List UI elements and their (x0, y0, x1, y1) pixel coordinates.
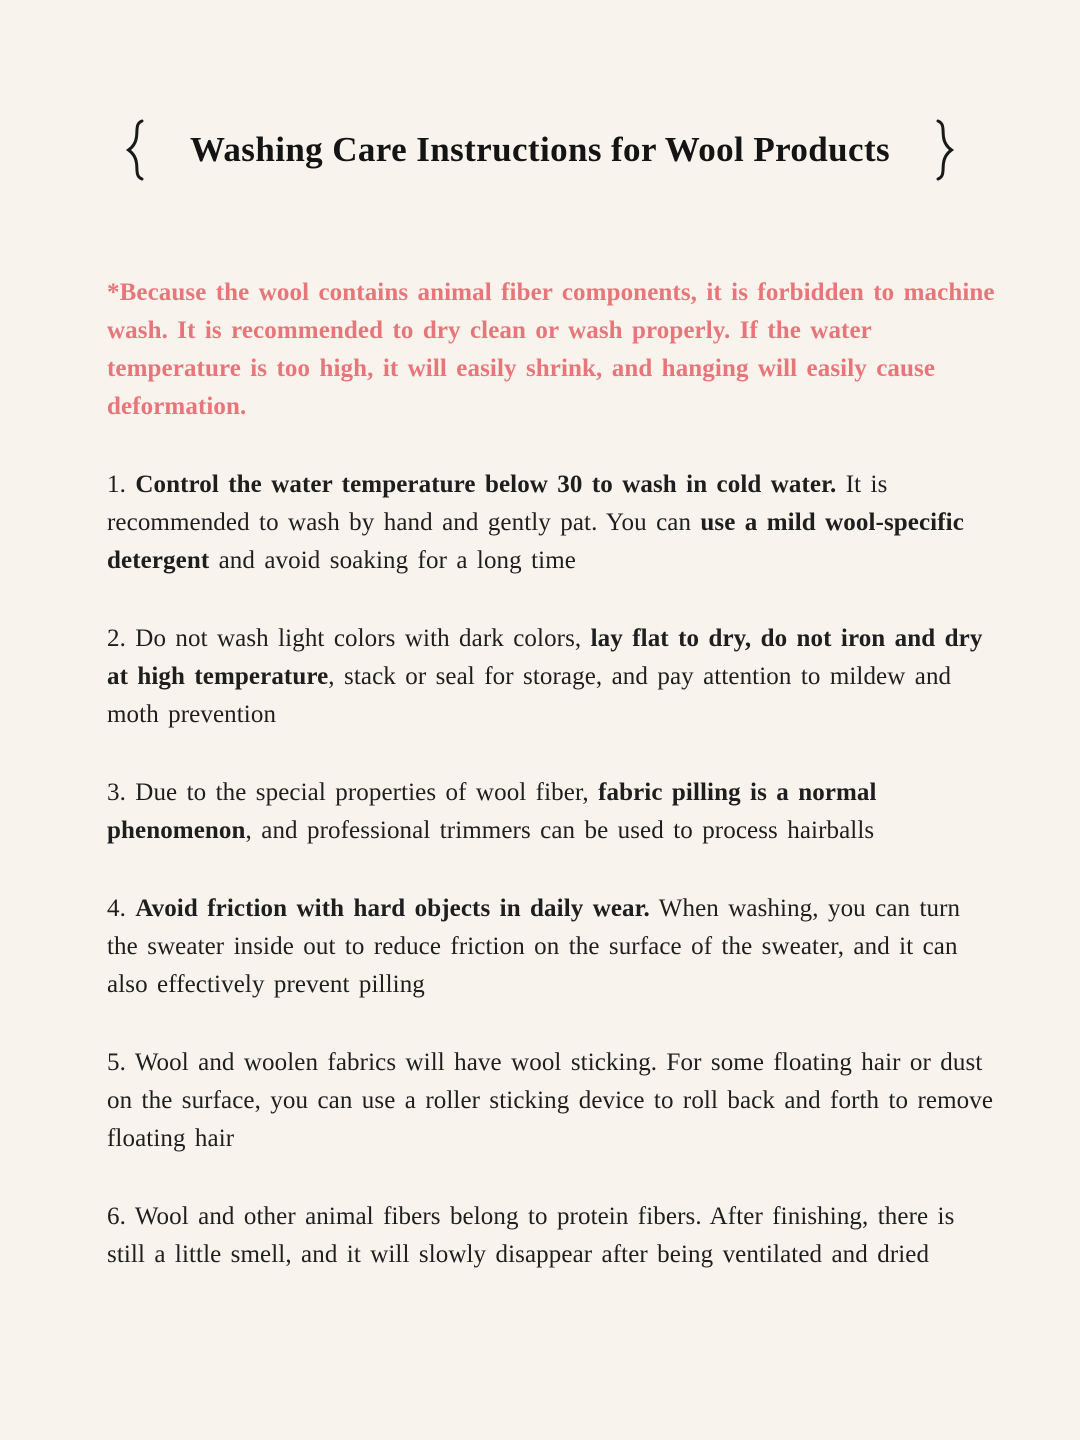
text-segment: , stack or seal for storage, and pay attention to mildew and moth prevention (107, 663, 952, 728)
text-segment: and avoid soaking for a long time (209, 547, 576, 574)
text-segment: It is recommended to wash by hand and gently pat. You can (107, 471, 888, 536)
instruction-paragraph (107, 1198, 995, 1274)
instruction-paragraph (107, 620, 995, 734)
text-segment: fabric pilling is a normal phenomenon (107, 779, 877, 844)
text-segment: , and professional trimmers can be used to process hairballs (245, 817, 875, 844)
warning-paragraph (107, 274, 995, 426)
instruction-paragraph (107, 1044, 995, 1158)
text-segment: Control the water temperature below 30 to wash in cold water. (135, 471, 837, 498)
text-segment: 2. Do not wash light colors with dark colors, (107, 625, 591, 652)
text-segment: *Because the wool contains animal fiber components, it is forbidden to machine wash. It is recommended to dry clean or wash properly. If the water temperature is too high, it will easily shrink, and hanging will easily cause deformation. (107, 279, 995, 420)
instruction-paragraph (107, 890, 995, 1004)
instructions-content (107, 274, 995, 1274)
text-segment: When washing, you can turn the sweater inside out to reduce friction on the surface of the sweater, and it can also effectively prevent pilling (107, 895, 961, 998)
text-segment: 5. Wool and woolen fabrics will have wool sticking. For some floating hair or dust on the surface, you can use a roller sticking device to roll back and forth to remove floating hair (107, 1049, 994, 1152)
title-row (0, 0, 1080, 181)
page-title: Washing Care Instructions for Wool Products (189, 130, 891, 169)
text-segment: 6. Wool and other animal fibers belong to protein fibers. After finishing, there is still a little smell, and it will slowly disappear after being ventilated and dried (107, 1203, 955, 1268)
text-segment: Avoid friction with hard objects in daily wear. (135, 895, 650, 922)
right-curly-brace-icon (934, 119, 956, 181)
text-segment: use a mild wool-specific detergent (107, 509, 964, 574)
text-segment: 4. (107, 895, 136, 922)
instruction-paragraph (107, 774, 995, 850)
text-segment: 3. Due to the special properties of wool fiber, (107, 779, 599, 806)
text-segment: lay flat to dry, do not iron and dry at high temperature (107, 625, 983, 690)
left-curly-brace-icon (124, 119, 146, 181)
text-segment: 1. (107, 471, 136, 498)
instruction-paragraph (107, 466, 995, 580)
instructions-list (107, 466, 995, 1274)
